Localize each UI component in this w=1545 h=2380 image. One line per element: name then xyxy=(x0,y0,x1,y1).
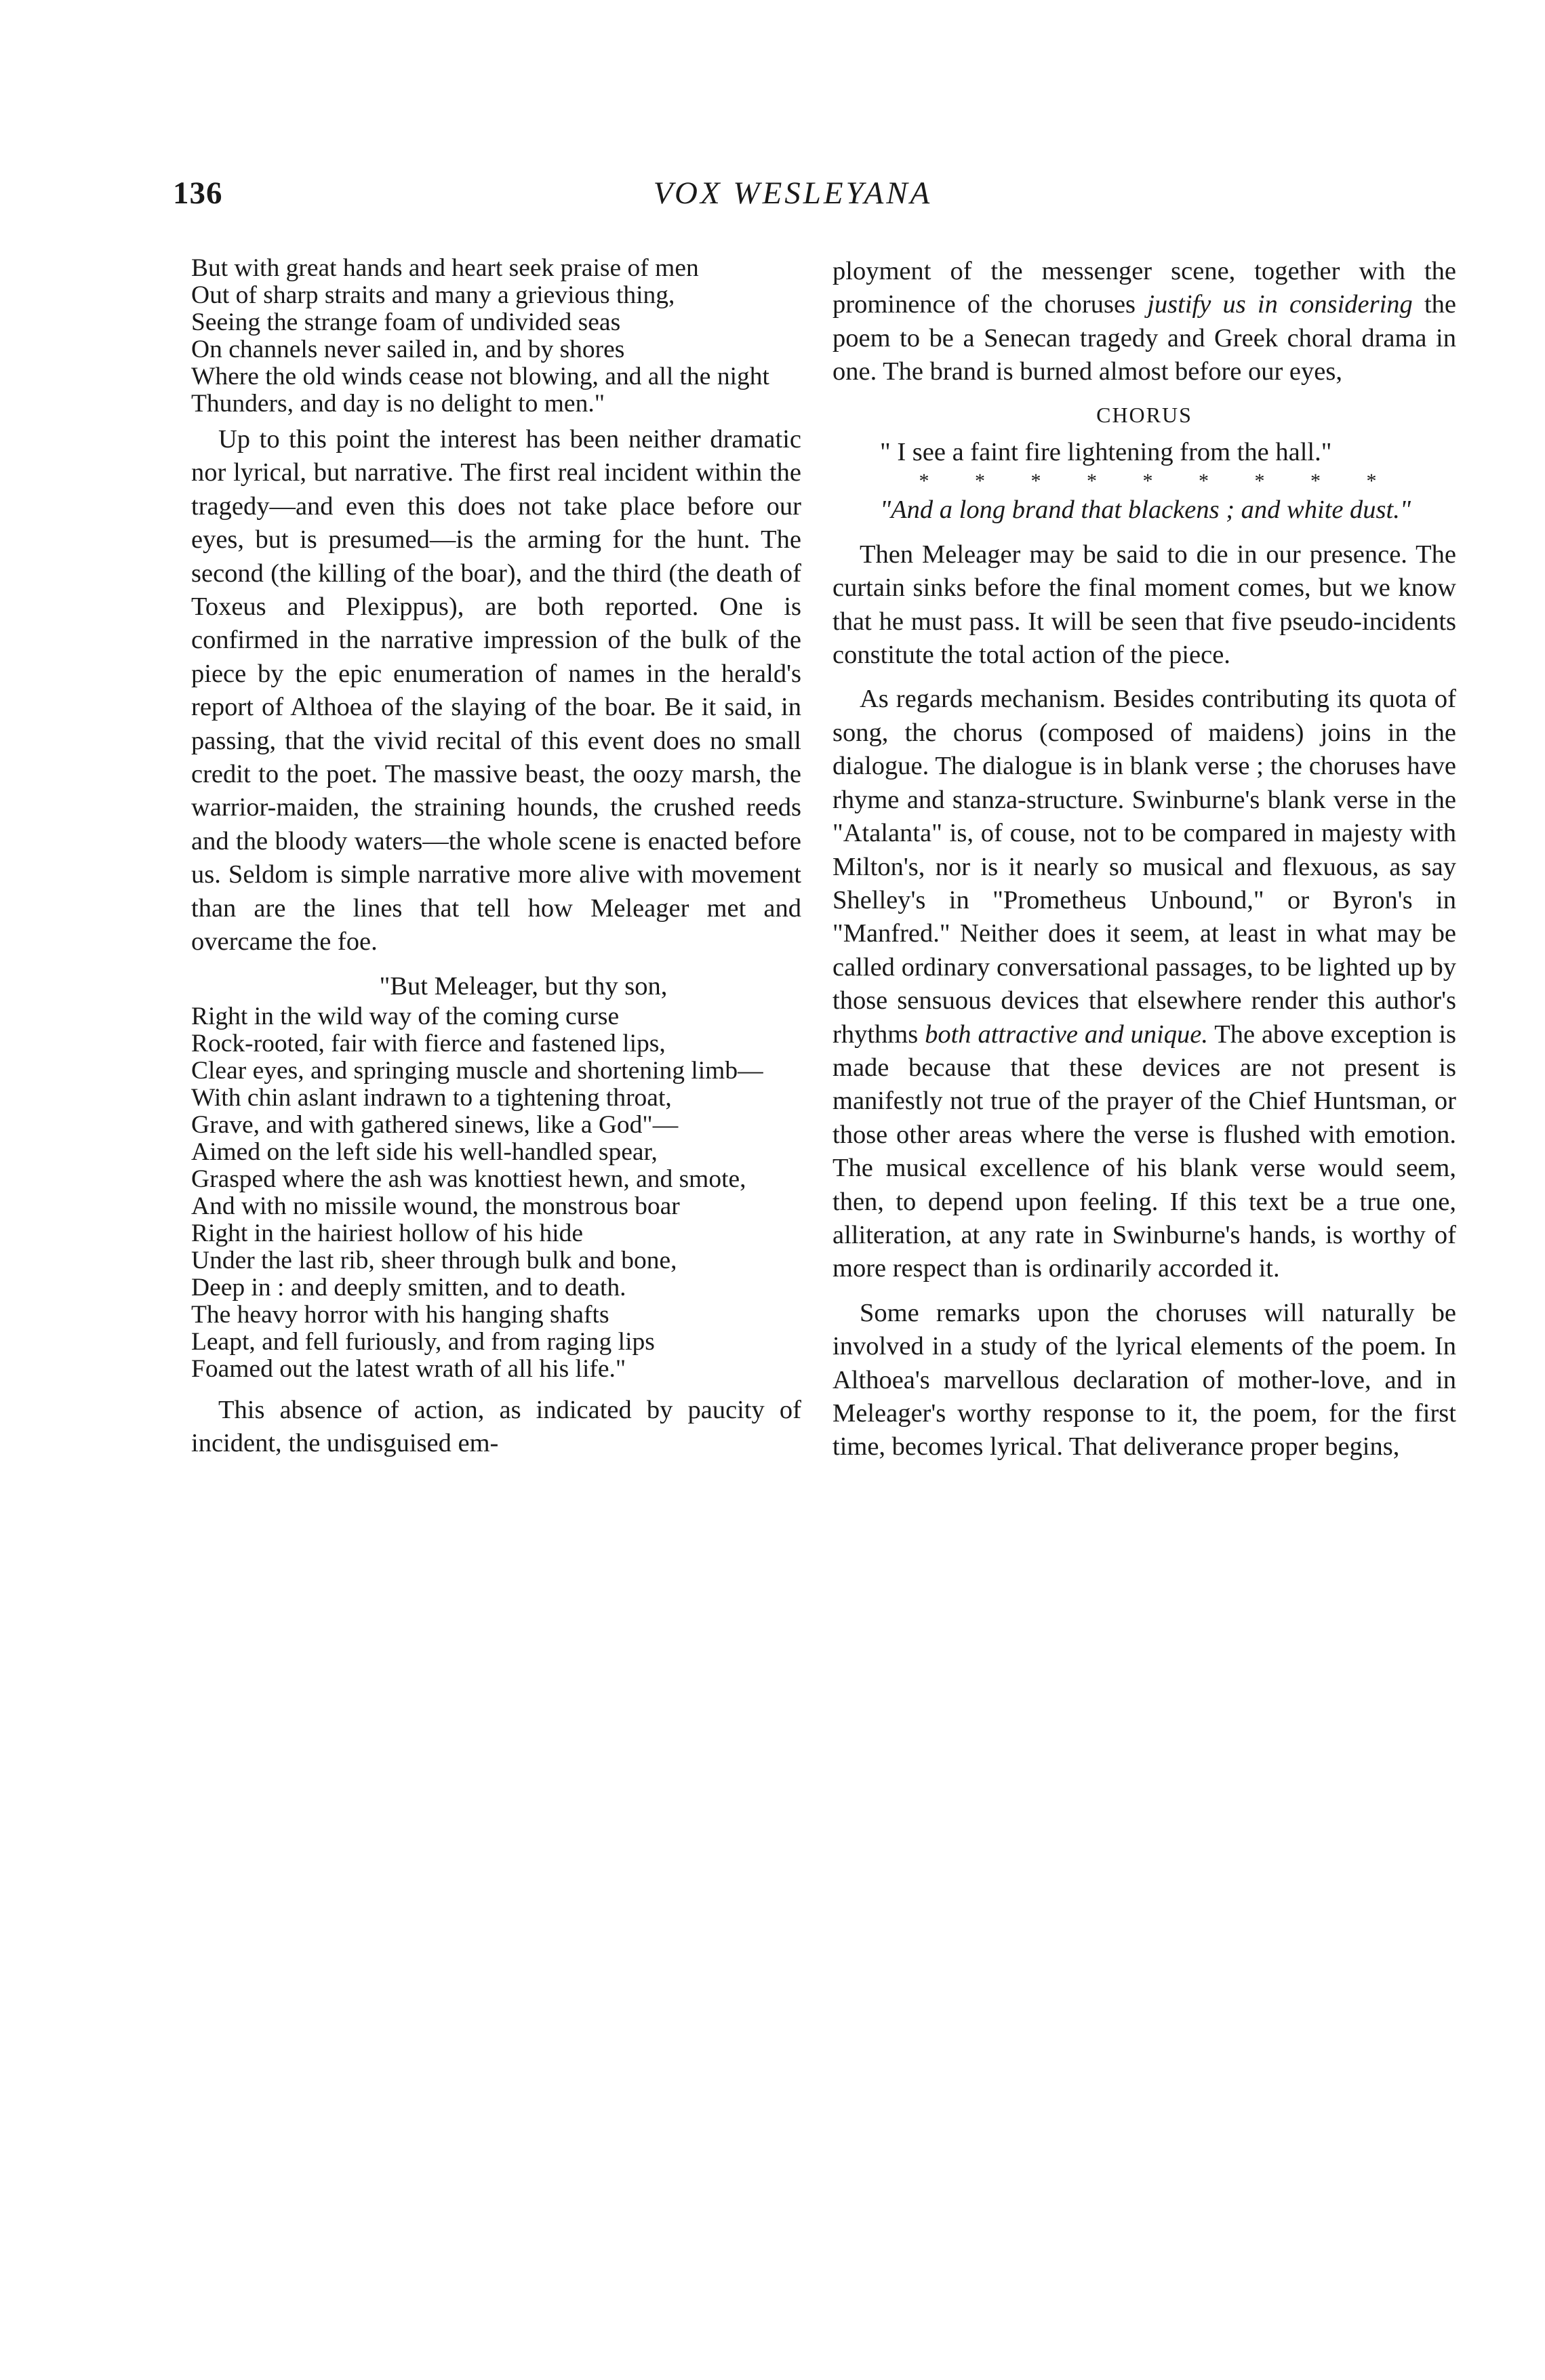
verse-block-2 xyxy=(191,1003,801,1383)
chorus-line-text: " I see a faint fire lightening from the hall." xyxy=(880,438,1332,467)
verse-line: Under the last rib, sheer through bulk and bone, xyxy=(191,1246,677,1274)
verse-line: Seeing the strange foam of undivided seas xyxy=(191,308,621,336)
paragraph xyxy=(832,255,1456,389)
verse-intro: "But Meleager, but thy son, xyxy=(379,971,668,1001)
verse-line: Where the old winds cease not blowing, and all the night xyxy=(191,363,769,390)
paragraph: Some remarks upon the choruses will naturally be involved in a study of the lyrical elements of the poem. In Althoea's marvellous declaration of mother-love, and in Meleager's worthy response to it, the poem, for the first time, becomes lyrical. That deliverance proper begins, xyxy=(832,1298,1456,1461)
verse-line: Thunders, and day is no delight to men." xyxy=(191,390,605,418)
verse-line: Foamed out the latest wrath of all his life." xyxy=(191,1354,626,1383)
paragraph: This absence of action, as indicated by paucity of incident, the undisguised em- xyxy=(191,1395,801,1458)
left-column xyxy=(191,255,801,1461)
chorus-line xyxy=(832,493,1456,527)
ornament-stars: * * * * * * * * * xyxy=(919,470,1397,493)
italic-phrase: justify us in considering xyxy=(1147,290,1413,319)
paragraph-text: The above exception is made because that these devices are not present is manifestly not true of the prayer of the Chief Huntsman, or those other areas where the verse is flushed with emotion. The musical excellence of his blank verse would seem, then, to depend upon feeling. If this text be a true one, alliteration, at any rate in Swinburne's hands, is worthy of more respect than is ordinarily accorded it. xyxy=(832,1020,1457,1283)
verse-line: Aimed on the left side his well-handled spear, xyxy=(191,1137,658,1166)
verse-line: Clear eyes, and springing muscle and shortening limb— xyxy=(191,1056,763,1085)
chorus-line-text: "And a long brand that blackens ; and white dust." xyxy=(880,496,1411,525)
verse-line: And with no missile wound, the monstrous boar xyxy=(191,1192,680,1220)
page-number: 136 xyxy=(173,176,223,211)
verse-line: Right in the wild way of the coming curse xyxy=(191,1002,620,1030)
verse-line: With chin aslant indrawn to a tightening throat, xyxy=(191,1083,672,1112)
verse-line: Out of sharp straits and many a grievious thing, xyxy=(191,281,675,309)
verse-line: Grasped where the ash was knottiest hewn, and smote, xyxy=(191,1165,746,1193)
chorus-line xyxy=(832,436,1456,469)
right-column xyxy=(832,255,1456,1464)
chorus-label: CHORUS xyxy=(1096,402,1192,427)
verse-line: The heavy horror with his hanging shafts xyxy=(191,1300,609,1329)
paragraph: Then Meleager may be said to die in our presence. The curtain sinks before the final moment comes, but we know that he must pass. It will be seen that five pseudo-incidents constitute the total action of the piece. xyxy=(832,540,1456,670)
running-head: VOX WESLEYANA xyxy=(653,176,933,211)
verse-line: But with great hands and heart seek praise of men xyxy=(191,254,699,282)
verse-line: Right in the hairiest hollow of his hide xyxy=(191,1219,584,1247)
verse-block-1 xyxy=(191,255,801,418)
verse-line: Grave, and with gathered sinews, like a God"— xyxy=(191,1110,679,1139)
verse-line: Leapt, and fell furiously, and from raging lips xyxy=(191,1327,655,1356)
verse-line: Deep in : and deeply smitten, and to death. xyxy=(191,1273,626,1302)
verse-line: On channels never sailed in, and by shores xyxy=(191,336,625,363)
paragraph-text: the poem to be a Senecan tragedy and Greek choral drama in one. The brand is burned almost before our eyes, xyxy=(832,290,1457,386)
paragraph-text: ployment of the messenger scene, together with the prominence of the choruses xyxy=(832,257,1456,319)
paragraph xyxy=(832,683,1456,1285)
italic-phrase: both attractive and unique. xyxy=(925,1020,1208,1049)
paragraph: Up to this point the interest has been neither dramatic nor lyrical, but narrative. The first real incident within the tragedy—and even this does not take place before our eyes, but is presumed—is the arming for the hunt. The second (the killing of the boar), and the third (the death of Toxeus and Plexippus), are both reported. One is confirmed in the narrative impression of the bulk of the piece by the epic enumeration of names in the herald's report of Althoea of the slaying of the boar. Be it said, in passing, that the vivid recital of this event does no small credit to the poet. The massive beast, the oozy marsh, the warrior-maiden, the straining hounds, the crushed reeds and the bloody waters—the whole scene is enacted before us. Seldom is simple narrative more alive with movement than are the lines that tell how Meleager met and overcame the foe. xyxy=(191,425,801,956)
paragraph-text: As regards mechanism. Besides contributing its quota of song, the chorus (composed of maidens) joins in the dialogue. The dialogue is in blank verse ; the choruses have rhyme and stanza-structure. Swinburne's blank verse in the "Atalanta" is, of couse, not to be compared in majesty with Milton's, nor is it nearly so musical and flexuous, as say Shelley's in "Prometheus Unbound," or Byron's in "Manfred." Neither does it seem, at least in what may be called ordinary conversational passages, to be lighted up by those sensuous devices that elsewhere render this author's rhythms xyxy=(832,685,1456,1049)
verse-line: Rock-rooted, fair with fierce and fastened lips, xyxy=(191,1029,666,1057)
